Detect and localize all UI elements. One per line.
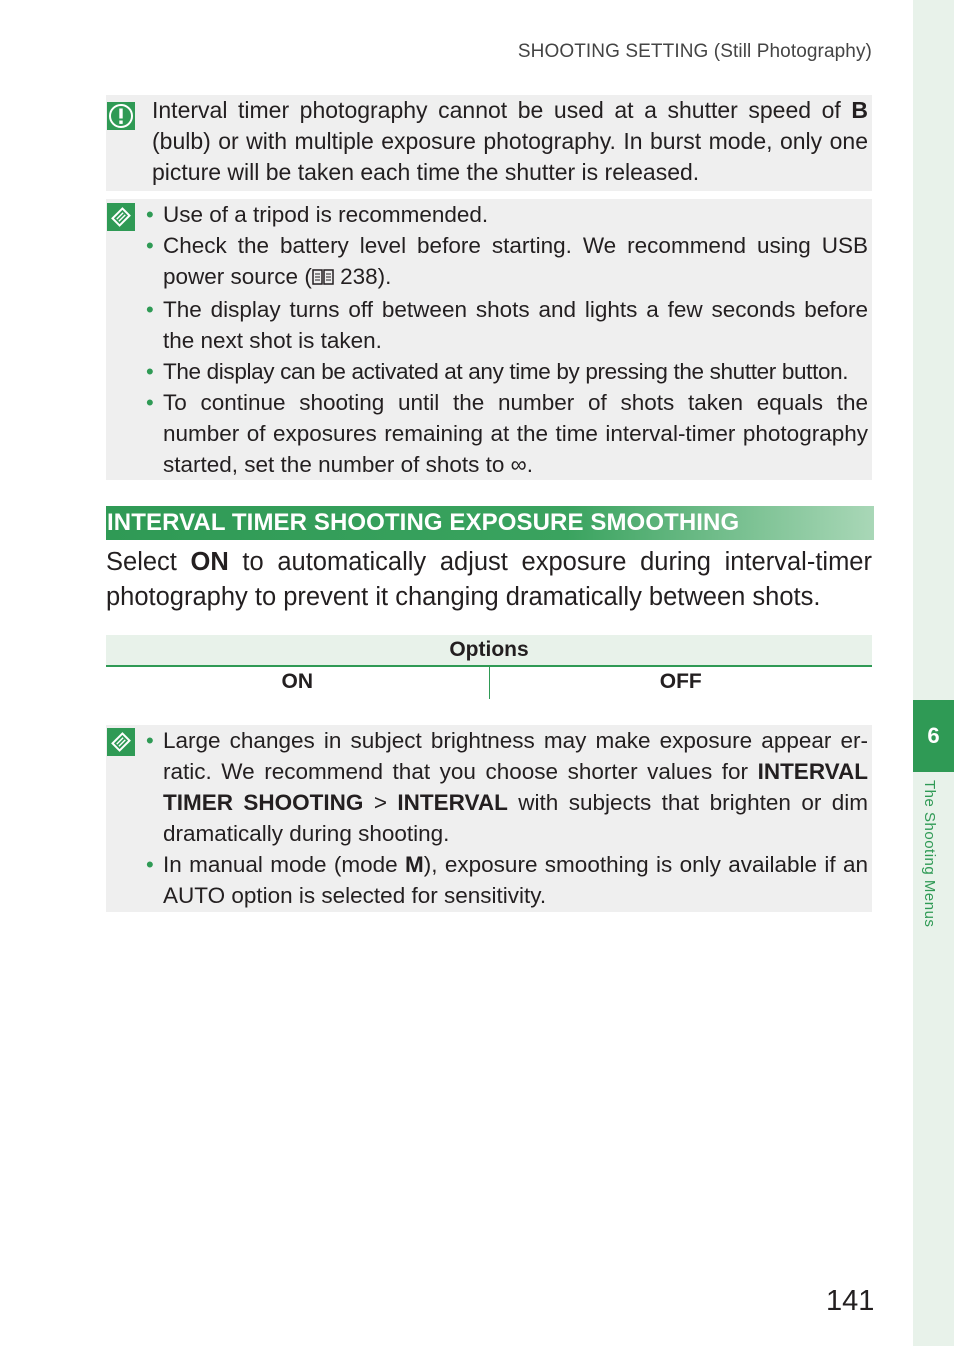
list-item: • To continue shooting until the number of shots taken equals the number of exposures remaining at the time interval-timer photography started, set the number of shots to ∞. <box>146 390 868 477</box>
book-icon <box>312 263 334 294</box>
note-box-tips <box>106 199 872 480</box>
tips-list <box>146 199 868 480</box>
options-table-header: Options <box>106 635 872 667</box>
chapter-number-badge[interactable]: 6 <box>913 700 954 772</box>
caution-box <box>106 95 872 191</box>
list-item: • The display turns off between shots and lights a few seconds before the next shot is taken. <box>146 297 868 353</box>
list-item: • Check the battery level before starting. We recommend using USB power source ( 238). <box>146 230 868 294</box>
smoothing-notes-list <box>146 725 868 911</box>
side-tab <box>913 0 954 1346</box>
note-icon <box>106 727 136 757</box>
list-item: • The display can be activated at any time by pressing the shutter button. <box>146 359 849 384</box>
options-table <box>106 635 872 699</box>
caution-text: Interval timer photography cannot be used at a shutter speed of B (bulb) or with multiple exposure photography. In burst mode, only one picture will be taken each time the shutter is released. <box>152 97 868 185</box>
chapter-title: The Shooting Menus <box>921 780 938 928</box>
caution-icon <box>106 101 136 131</box>
option-off: OFF <box>659 670 702 693</box>
note-icon <box>106 202 136 232</box>
section-intro: Select ON to automatically adjust exposure during interval-timer photography to prevent it changing dramatically between shots. <box>106 548 872 611</box>
options-row <box>106 667 872 699</box>
note-box-smoothing <box>106 725 872 912</box>
page-number: 141 <box>826 1285 875 1317</box>
list-item: • Use of a tripod is recommended. <box>146 202 489 227</box>
running-header: SHOOTING SETTING (Still Photography) <box>517 41 872 62</box>
list-item: • Large changes in subject brightness may make exposure appear erratic. We recommend that you choose shorter values for INTERVAL TIMER SHOOTING > INTERVAL with subjects that brighten or dim dramatically during shooting. <box>146 728 868 846</box>
option-on: ON <box>106 667 490 699</box>
list-item: • In manual mode (mode M), exposure smoothing is only available if an AUTO option is selected for sensitivity. <box>146 852 868 908</box>
section-heading: INTERVAL TIMER SHOOTING EXPOSURE SMOOTHING <box>106 506 874 540</box>
